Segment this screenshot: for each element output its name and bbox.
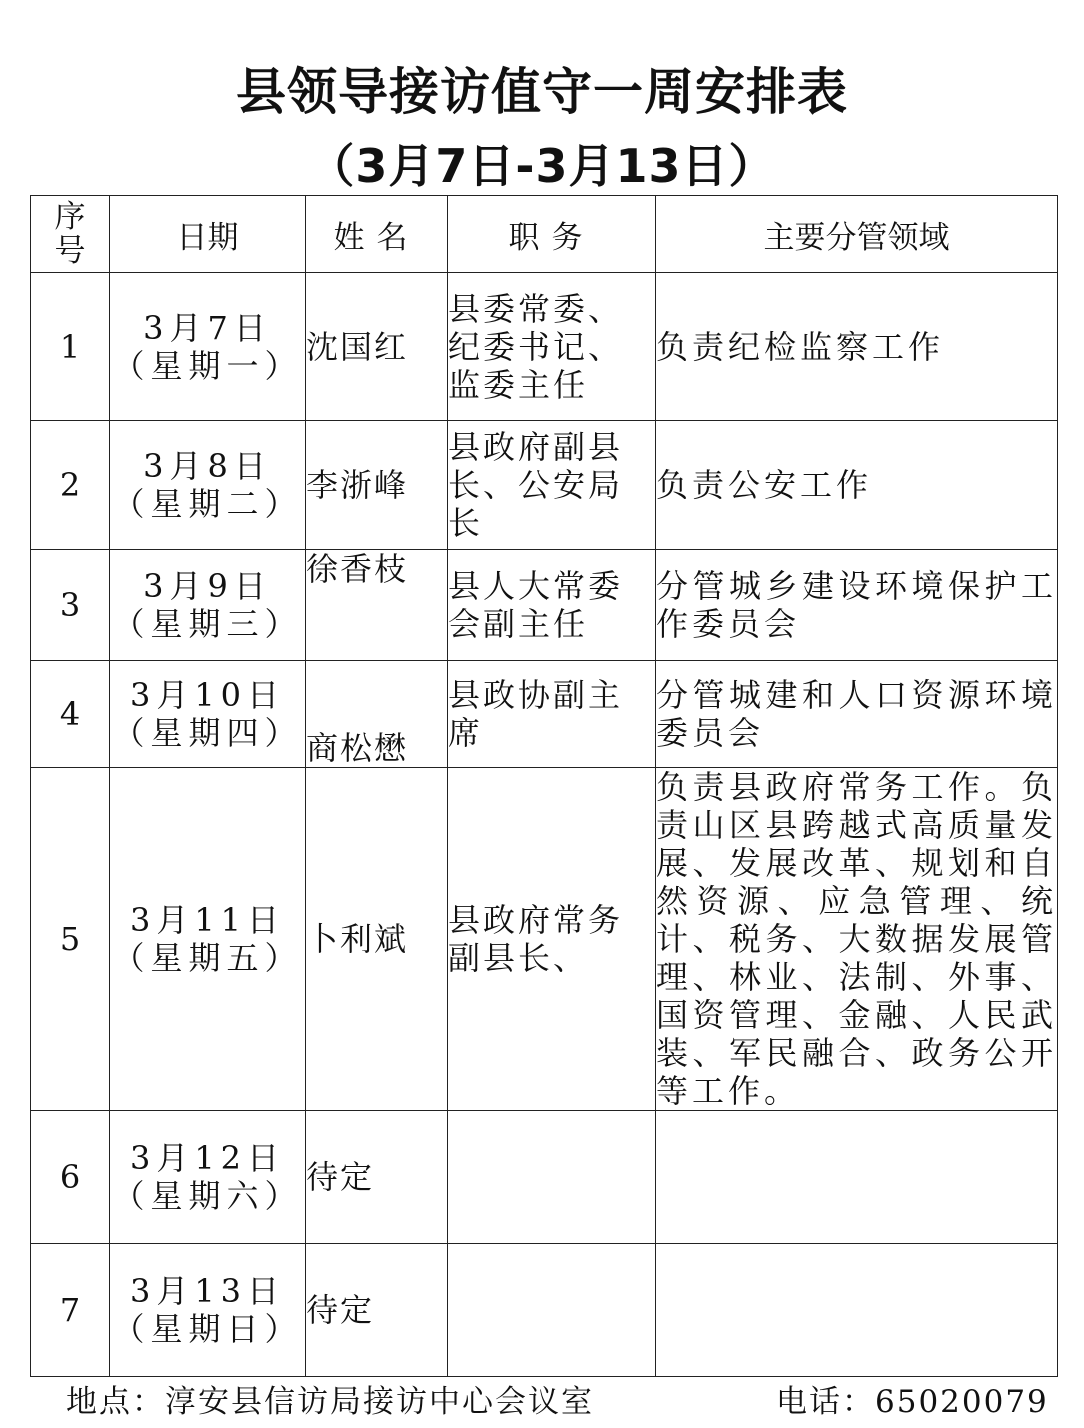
row-position: 县政府常务副县长、 — [448, 768, 656, 1111]
table-row — [31, 1244, 1058, 1377]
weekday-text: （星期二） — [112, 485, 303, 523]
footer-location: 地点：淳安县信访局接访中心会议室 — [66, 1384, 594, 1420]
row-seq: 1 — [31, 273, 110, 421]
row-area: 负责公安工作 — [656, 421, 1058, 550]
weekday-text: （星期一） — [112, 346, 303, 385]
row-seq: 2 — [31, 421, 110, 550]
row-area: 负责县政府常务工作。负责山区县跨越式高质量发展、发展改革、规划和自然资源、应急管理、统计、税务、大数据发展管理、林业、法制、外事、国资管理、金融、人民武装、军民融合、政务公开等工作。 — [656, 768, 1057, 1110]
row-area: 分管城乡建设环境保护工作委员会 — [656, 550, 1058, 661]
row-position: 县人大常委会副主任 — [448, 550, 656, 661]
row-name: 徐香枝 — [306, 550, 448, 661]
row-date — [110, 273, 306, 421]
row-name: 待定 — [306, 1111, 448, 1244]
row-position: 县政府副县长、公安局长 — [448, 421, 656, 550]
row-area: 分管城建和人口资源环境委员会 — [656, 661, 1058, 768]
row-date — [110, 661, 306, 768]
weekday-text: （星期日） — [112, 1310, 303, 1348]
weekday-text: （星期三） — [112, 605, 303, 643]
row-seq: 6 — [31, 1111, 110, 1244]
weekday-text: （星期六） — [112, 1177, 303, 1215]
table-row — [31, 768, 1058, 1111]
row-position: 县委常委、纪委书记、监委主任 — [448, 273, 656, 421]
weekday-text: （星期四） — [112, 714, 303, 752]
row-position: 县政协副主席 — [448, 661, 656, 768]
row-name: 商松懋 — [306, 661, 448, 768]
row-name: 卜利斌 — [306, 768, 448, 1111]
date-text: 3月9日 — [143, 567, 272, 605]
footer-phone: 电话：65020079 — [776, 1384, 1049, 1420]
header-seq: 序号 — [31, 196, 110, 273]
row-name: 沈国红 — [306, 273, 448, 421]
header-area: 主要分管领域 — [656, 196, 1058, 273]
row-area: 负责纪检监察工作 — [656, 273, 1058, 421]
table-row — [31, 273, 1058, 421]
date-text: 3月11日 — [129, 901, 286, 939]
row-date — [110, 421, 306, 550]
row-position — [448, 1111, 656, 1244]
row-seq: 7 — [31, 1244, 110, 1377]
table-row — [31, 550, 1058, 661]
date-text: 3月10日 — [129, 676, 286, 714]
row-date — [110, 768, 306, 1111]
date-text: 3月13日 — [129, 1272, 286, 1310]
row-date — [110, 1244, 306, 1377]
table-row — [31, 1111, 1058, 1244]
row-name: 李浙峰 — [306, 421, 448, 550]
row-date — [110, 550, 306, 661]
page-title: 县领导接访值守一周安排表 — [236, 63, 848, 121]
schedule-table — [30, 195, 1058, 1377]
date-text: 3月8日 — [143, 447, 272, 485]
row-seq: 5 — [31, 768, 110, 1111]
row-seq: 4 — [31, 661, 110, 768]
row-name: 待定 — [306, 1244, 448, 1377]
row-area — [656, 1244, 1058, 1377]
row-area — [656, 1111, 1058, 1244]
date-text: 3月12日 — [129, 1139, 286, 1177]
header-name: 姓名 — [306, 196, 448, 273]
date-text: 3月7日 — [143, 308, 272, 347]
row-position — [448, 1244, 656, 1377]
table-row — [31, 421, 1058, 550]
header-date: 日期 — [110, 196, 306, 273]
weekday-text: （星期五） — [112, 939, 303, 977]
header-position: 职务 — [448, 196, 656, 273]
date-range-subtitle: （3月7日-3月13日） — [308, 139, 776, 193]
row-date — [110, 1111, 306, 1244]
table-row — [31, 661, 1058, 768]
row-seq: 3 — [31, 550, 110, 661]
table-header-row — [31, 196, 1058, 273]
